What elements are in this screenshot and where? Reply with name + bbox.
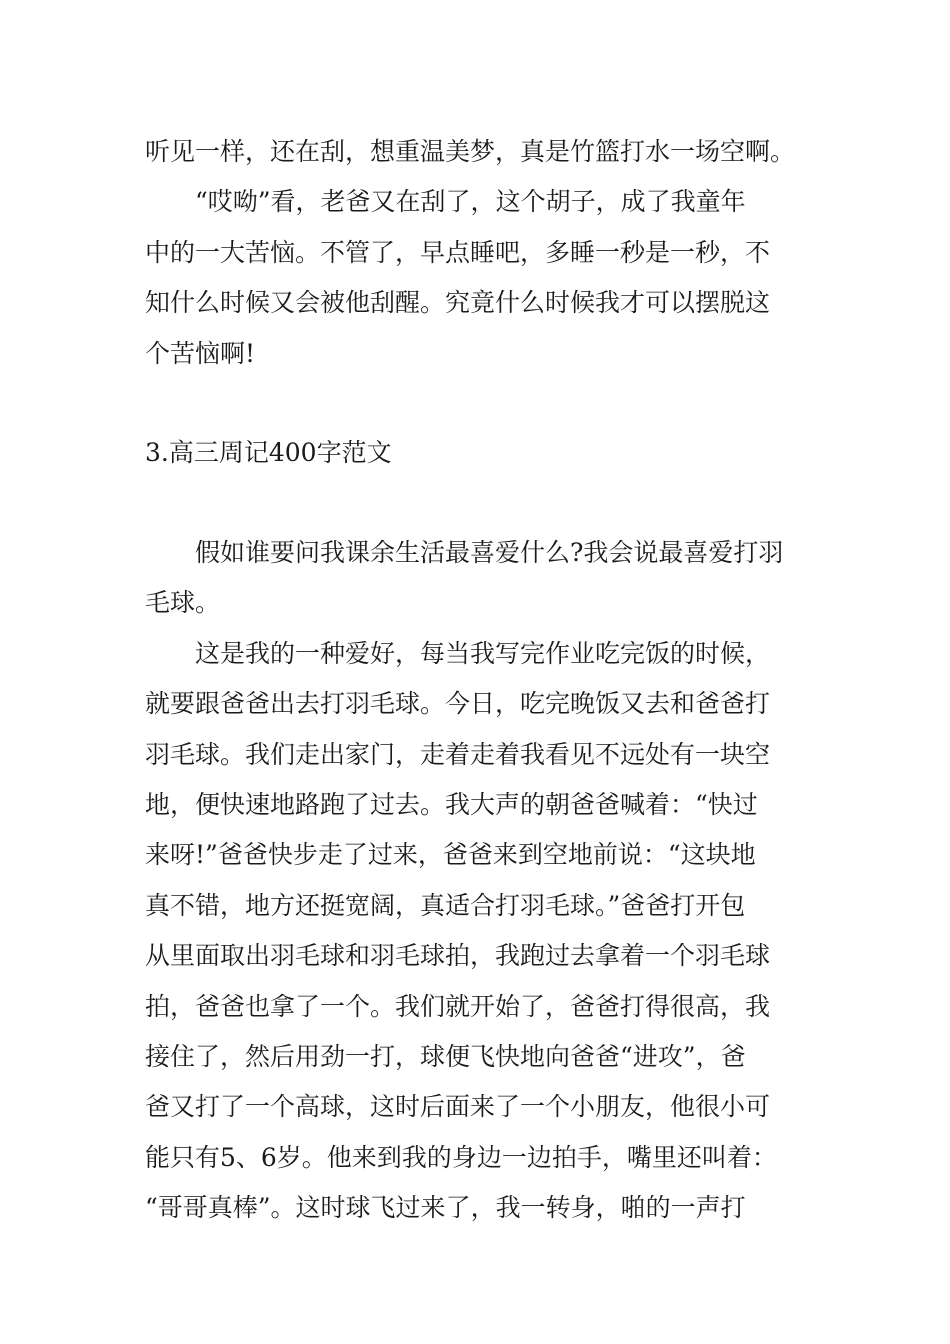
paragraph-4-line: 这是我的一种爱好，每当我写完作业吃完饭的时候，	[195, 638, 771, 668]
essay-body	[145, 528, 807, 1234]
section-heading: 3.高三周记400字范文	[145, 438, 392, 467]
paragraph-3-line: 假如谁要问我课余生活最喜爱什么?我会说最喜爱打羽	[195, 538, 784, 567]
paragraph-4-line: 真不错，地方还挺宽阔，真适合打羽毛球。”爸爸打开包	[145, 890, 746, 920]
paragraph-2-line: 知什么时候又会被他刮醒。究竟什么时候我才可以摆脱这	[145, 288, 771, 318]
paragraph-4-line: “哥哥真棒”。这时球飞过来了，我一转身，啪的一声打	[145, 1193, 746, 1223]
paragraph-4-line: 就要跟爸爸出去打羽毛球。今日，吃完晚饭又去和爸爸打	[145, 689, 771, 719]
paragraph-4-line: 拍，爸爸也拿了一个。我们就开始了，爸爸打得很高，我	[145, 991, 771, 1021]
paragraph-4-line: 来呀!”爸爸快步走了过来，爸爸来到空地前说：“这块地	[145, 840, 756, 870]
paragraph-1	[145, 127, 807, 177]
paragraph-4	[145, 629, 807, 1234]
paragraph-3-line: 毛球。	[145, 588, 221, 618]
paragraph-4-line: 羽毛球。我们走出家门，走着走着我看见不远处有一块空	[145, 739, 771, 769]
paragraph-4-line: 接住了，然后用劲一打，球便飞快地向爸爸“进攻”，爸	[145, 1042, 746, 1072]
paragraph-4-line: 爸又打了一个高球，这时后面来了一个小朋友，他很小可	[145, 1092, 771, 1122]
paragraph-2-line: 个苦恼啊!	[145, 338, 256, 368]
paragraph-4-line: 能只有5、6岁。他来到我的身边一边拍手，嘴里还叫着：	[145, 1142, 777, 1172]
essay-continuation	[145, 127, 807, 379]
paragraph-3	[145, 528, 807, 629]
paragraph-4-line: 从里面取出羽毛球和羽毛球拍，我跑过去拿着一个羽毛球	[145, 941, 771, 971]
paragraph-1-line: 听见一样，还在刮，想重温美梦，真是竹篮打水一场空啊。	[145, 137, 796, 166]
paragraph-2	[145, 177, 807, 379]
paragraph-2-line: “哎呦”看，老爸又在刮了，这个胡子，成了我童年	[195, 187, 746, 217]
paragraph-2-line: 中的一大苦恼。不管了，早点睡吧，多睡一秒是一秒，不	[145, 237, 771, 267]
section-heading-block	[145, 428, 807, 478]
paragraph-4-line: 地，便快速地路跑了过去。我大声的朝爸爸喊着：“快过	[145, 790, 758, 820]
